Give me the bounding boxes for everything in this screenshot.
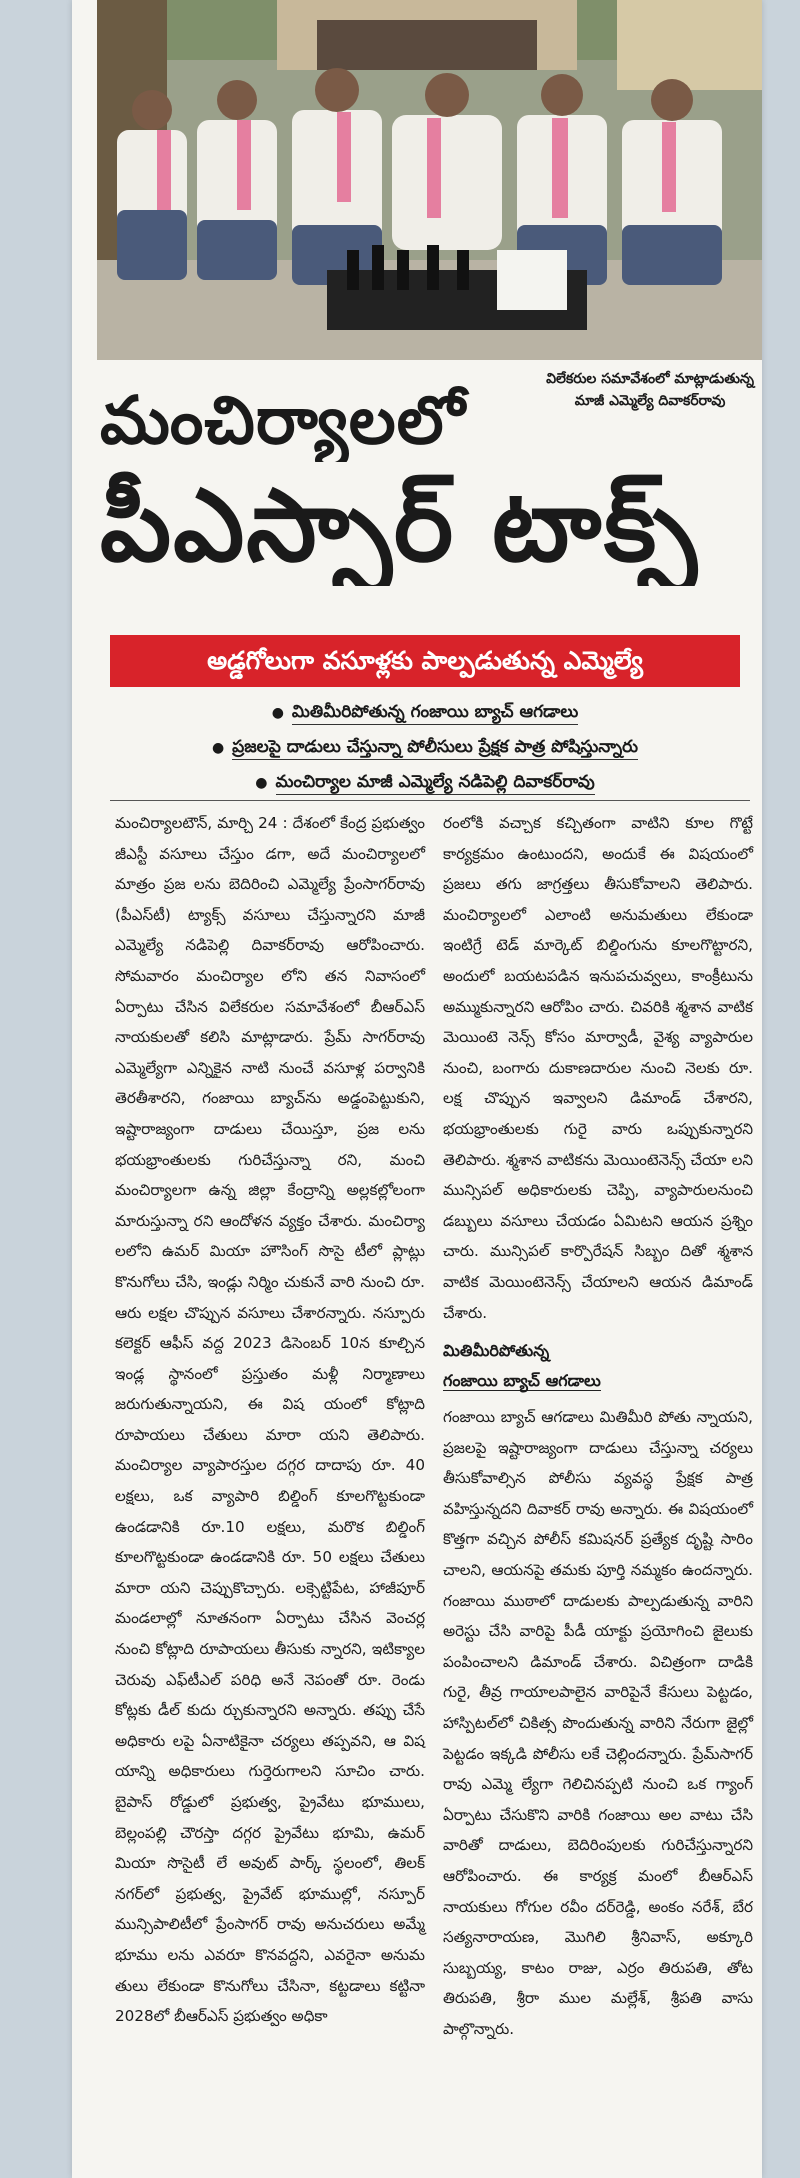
bullet-item: ● మితిమీరిపోతున్న గంజాయి బ్యాచ్ ఆగడాలు <box>110 695 740 730</box>
subheading-line-2: గంజాయి బ్యాచ్ ఆగడాలు <box>443 1371 601 1391</box>
headline-line-2: పీఎస్సార్ టాక్స్ <box>100 467 699 584</box>
subheading-line-1: మితిమీరిపోతున్న <box>443 1341 550 1361</box>
headline-line-1: మంచిర్యాలలో <box>100 382 466 459</box>
bullet-item: ● ప్రజలపై దాడులు చేస్తున్నా పోలీసులు ప్రేక్షక పాత్ర పోషిస్తున్నారు <box>110 730 740 765</box>
bullet-dot-icon: ● <box>211 740 225 756</box>
divider <box>110 800 750 801</box>
article-column-left <box>115 808 425 2032</box>
press-meet-photo <box>97 0 762 360</box>
article-paragraph: గంజాయి బ్యాచ్ ఆగడాలు మితిమీరి పోతు న్నాయని, ప్రజలపై ఇష్టారాజ్యంగా దాడులు చేస్తున్నా చర్యలు తీసుకోవాల్సిన పోలీసు వ్యవస్థ ప్రేక్షక పాత్ర వహిస్తున్నదని దివాకర్ రావు అన్నారు. ఈ విషయంలో కొత్తగా వచ్చిన పోలీస్ కమిషనర్ ప్రత్యేక దృష్టి సారిం చాలని, ఆయనపై తమకు పూర్తి నమ్మకం ఉందన్నారు. గంజాయి ముఠాలో దాడులకు పాల్పడుతున్న వారిని అరెస్టు చేసి వారిపై పీడీ యాక్టు ప్రయోగించి జైలుకు పంపించాలని డిమాండ్ చేశారు. విచిత్రంగా దాడికి గురై, తీవ్ర గాయాలపాలైన వారిపైనే కేసులు పెట్టడం, హాస్పిటల్‌లో చికిత్స పొందుతున్న వారిని నేరుగా జైల్లో పెట్టడం ఇక్కడి పోలీసు లకే చెల్లిందన్నారు. ప్రేమ్‌సాగర్ రావు ఎమ్మె ల్యేగా గెలిచినప్పటి నుంచి ఒక గ్యాంగ్ ఏర్పాటు చేసుకొని వారికి గంజాయి అల వాటు చేసి వారితో దాడులు, బెదిరింపులకు గురిచేస్తున్నారని ఆరోపించారు. ఈ కార్యక్ర మంలో బీఆర్ఎస్ నాయకులు గోగుల రవీం దర్‌రెడ్డి, అంకం నరేశ్, బేర సత్యనారాయణ, మొగిలి శ్రీనివాస్, అక్కూరి సుబ్బయ్య, కాటం రాజు, ఎర్రం తిరుపతి, తోట తిరుపతి, శ్రీరా ముల మల్లేశ్, శ్రీపతి వాసు పాల్గొన్నారు. <box>443 1408 753 2038</box>
red-banner-subheadline: అడ్డగోలుగా వసూళ్లకు పాల్పడుతున్న ఎమ్మెల్యే <box>110 635 740 687</box>
bullet-item: ● మంచిర్యాల మాజీ ఎమ్మెల్యే నడిపెల్లి దివాకర్‌రావు <box>110 765 740 800</box>
article-paragraph: మంచిర్యాలటౌన్, మార్చి 24 : దేశంలో కేంద్ర ప్రభుత్వం జీఎస్టీ వసూలు చేస్తుం డగా, అదే మంచిర్యాలలో మాత్రం ప్రజ లను బెదిరించి ఎమ్మెల్యే ప్రేంసాగర్‌రావు (పీఎస్‌టీ) ట్యాక్స్ వసూలు చేస్తున్నారని మాజీ ఎమ్మెల్యే నడిపెల్లి దివాకర్‌రావు ఆరోపించారు. సోమవారం మంచిర్యాల లోని తన నివాసంలో ఏర్పాటు చేసిన విలేకరుల సమావేశంలో బీఆర్ఎస్ నాయకులతో కలిసి మాట్లాడారు. ప్రేమ్ సాగర్‌రావు ఎమ్మెల్యేగా ఎన్నికైన నాటి నుంచే వసూళ్ల పర్వానికి తెరతీశారని, గంజాయి బ్యాచ్‌ను అడ్డంపెట్టుకుని, ఇష్టారాజ్యంగా దాడులు చేయిస్తూ, ప్రజ లను భయభ్రాంతులకు గురిచేస్తున్నా రని, మంచి మంచిర్యాలగా ఉన్న జిల్లా కేంద్రాన్ని అల్లకల్లోలంగా మారుస్తున్నా రని ఆందోళన వ్యక్తం చేశారు. మంచిర్యా లలోని ఉమర్ మియా హౌసింగ్ సొసై టీలో ప్లాట్లు కొనుగోలు చేసి, ఇండ్లు నిర్మిం చుకునే వారి నుంచి రూ. ఆరు లక్షల చొప్పున వసూలు చేశారన్నారు. నస్పూరు కలెక్టర్ ఆఫీస్ వద్ద 2023 డిసెంబర్ 10న కూల్చిన ఇండ్ల స్థానంలో ప్రస్తుతం మళ్లీ నిర్మాణాలు జరుగుతున్నాయని, ఈ విష యంలో కోట్లాది రూపాయలు చేతులు మారా యని తెలిపారు. మంచిర్యాల వ్యాపారస్తుల దగ్గర దాదాపు రూ. 40 లక్షలు, ఒక వ్యాపారి బిల్డింగ్ కూలగొట్టకుండా ఉండడానికి రూ.10 లక్షలు, మరొక బిల్డింగ్ కూలగొట్టకుండా ఉండడానికి రూ. 50 లక్షలు చేతులు మారా యని చెప్పుకొచ్చారు. లక్సెట్టిపేట, హాజీపూర్ మండలాల్లో నూతనంగా ఏర్పాటు చేసిన వెంచర్ల నుంచి కోట్లాది రూపాయలు తీసుకు న్నారని, ఇటిక్యాల చెరువు ఎఫ్‌టీఎల్ పరిధి అనే నెపంతో రూ. రెండు కోట్లకు డీల్ కుదు ర్చుకున్నారని అన్నారు. తప్పు చేసే అధికారు లపై ఏనాటికైనా చర్యలు తప్పవని, ఆ విష యాన్ని అధికారులు గుర్తెరుగాలని సూచిం చారు. బైపాస్ రోడ్డులో ప్రభుత్వ, ప్రైవేటు భూములు, బెల్లంపల్లి చౌరస్తా దగ్గర ప్రైవేటు భూమి, ఉమర్ మియా సొసైటీ లే అవుట్ పార్క్ స్థలంలో, తిలక్ నగర్‌లో ప్రభుత్వ, ప్రైవేట్ భూముల్లో, నస్పూర్ మున్సిపాలిటీలో ప్రేంసాగర్ రావు అనుచరులు అమ్మే భూము లను ఎవరూ కొనవద్దని, ఎవరైనా అనుమ తులు లేకుండా కొనుగోలు చేసినా, కట్టడాలు కట్టినా 2028లో బీఆర్ఎస్ ప్రభుత్వం అధికా <box>115 814 425 2026</box>
highlight-bullets <box>110 695 740 800</box>
section-subheading <box>443 1336 753 1396</box>
photo-caption: విలేకరుల సమావేశంలో మాట్లాడుతున్న మాజీ ఎమ్మెల్యే దివాకర్‌రావు <box>546 371 754 409</box>
article-paragraph: రంలోకి వచ్చాక కచ్చితంగా వాటిని కూల గొట్టే కార్యక్రమం ఉంటుందని, అందుకే ఈ విషయంలో ప్రజలు తగు జాగ్రత్తలు తీసుకోవాలని తెలిపారు. మంచిర్యాలలో ఎలాంటి అనుమతులు లేకుండా ఇంటిగ్రే టెడ్ మార్కెట్ బిల్డింగును కూలగొట్టారని, అందులో బయటపడిన ఇనుపచువ్వలు, కాంక్రీటును అమ్ముకున్నారని ఆరోపిం చారు. చివరికి శ్మశాన వాటిక మెయింటె నెన్స్ కోసం మార్వాడీ, వైశ్య వ్యాపారుల నుంచి, బంగారు దుకాణదారుల నుంచి నెలకు రూ. లక్ష చొప్పున ఇవ్వాలని డిమాండ్ చేశారని, భయభ్రాంతులకు గురై వారు ఒప్పుకున్నారని తెలిపారు. శ్మశాన వాటికను మెయింటెనెన్స్ చేయా లని మున్సిపల్ అధికారులకు చెప్పి, వ్యాపారులనుంచి డబ్బులు వసూలు చేయడం ఏమిటని ఆయన ప్రశ్నిం చారు. మున్సిపల్ కార్పొరేషన్ సిబ్బం దితో శ్మశాన వాటిక మెయింటెనెన్స్ చేయాలని ఆయన డిమాండ్ చేశారు. <box>443 814 753 1322</box>
article-column-right <box>443 808 753 2045</box>
bullet-dot-icon: ● <box>255 775 268 791</box>
bullet-dot-icon: ● <box>271 705 284 721</box>
